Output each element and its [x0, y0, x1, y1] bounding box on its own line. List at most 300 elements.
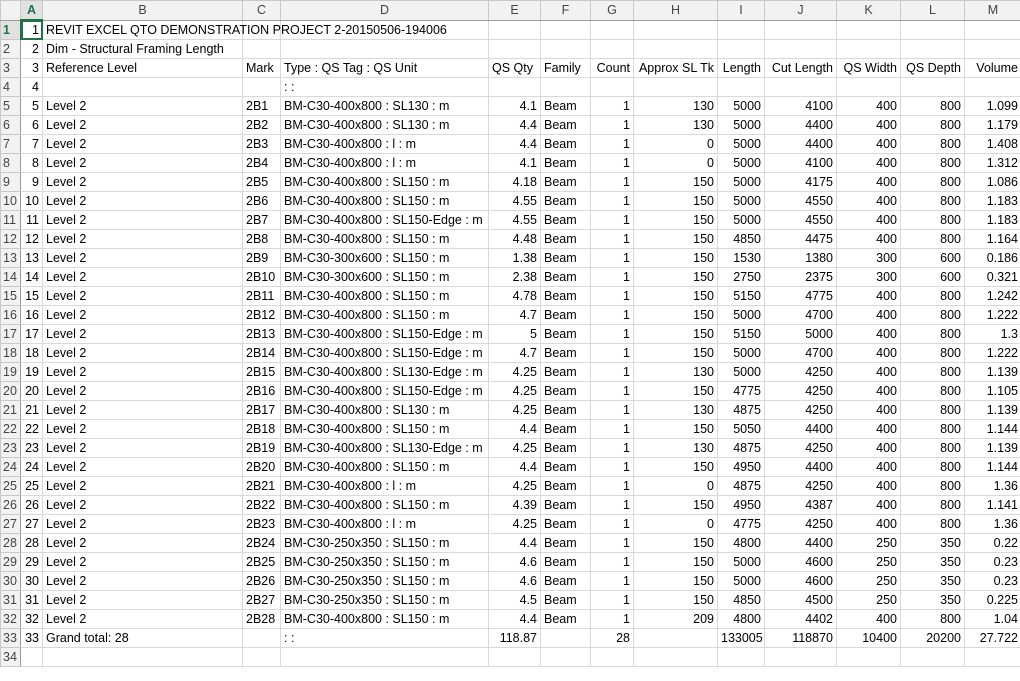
qs-width-cell[interactable]: [837, 401, 901, 420]
qs-width-cell[interactable]: [837, 306, 901, 325]
qs-qty-cell[interactable]: [489, 59, 541, 78]
reference-level-cell[interactable]: [43, 401, 243, 420]
reference-level-cell[interactable]: [43, 20, 447, 40]
length-cell[interactable]: [718, 572, 765, 591]
qs-depth-cell[interactable]: [901, 553, 965, 572]
qs-width-cell[interactable]: [837, 211, 901, 230]
qs-width-cell[interactable]: [837, 78, 901, 97]
count-cell[interactable]: [591, 515, 634, 534]
count-cell[interactable]: [591, 401, 634, 420]
volume-cell[interactable]: [965, 59, 1020, 78]
type-tag-cell[interactable]: [281, 306, 489, 325]
count-cell[interactable]: [591, 477, 634, 496]
cut-length-cell[interactable]: [765, 287, 837, 306]
cut-length-cell[interactable]: [765, 344, 837, 363]
approx-sl-tk-cell[interactable]: [634, 477, 718, 496]
row-number-cell[interactable]: [21, 458, 43, 477]
reference-level-cell[interactable]: [43, 629, 243, 648]
volume-cell[interactable]: [965, 591, 1020, 610]
approx-sl-tk-cell[interactable]: [634, 515, 718, 534]
family-cell[interactable]: [541, 154, 591, 173]
family-cell[interactable]: [541, 591, 591, 610]
mark-cell[interactable]: [243, 648, 281, 667]
family-cell[interactable]: [541, 78, 591, 97]
qs-qty-cell[interactable]: [489, 515, 541, 534]
qs-qty-cell[interactable]: [489, 249, 541, 268]
count-cell[interactable]: [591, 496, 634, 515]
reference-level-cell[interactable]: [43, 78, 243, 97]
qs-depth-cell[interactable]: [901, 135, 965, 154]
qs-depth-cell[interactable]: [901, 78, 965, 97]
count-cell[interactable]: [591, 116, 634, 135]
count-cell[interactable]: [591, 268, 634, 287]
cut-length-cell[interactable]: [765, 363, 837, 382]
qs-width-cell[interactable]: [837, 40, 901, 59]
qs-depth-cell[interactable]: [901, 401, 965, 420]
type-tag-cell[interactable]: [281, 458, 489, 477]
qs-depth-cell[interactable]: [901, 648, 965, 667]
reference-level-cell[interactable]: [43, 382, 243, 401]
type-tag-cell[interactable]: [281, 287, 489, 306]
row-header[interactable]: 18: [1, 344, 21, 363]
count-cell[interactable]: [591, 420, 634, 439]
row-number-cell[interactable]: [21, 648, 43, 667]
length-cell[interactable]: [718, 648, 765, 667]
qs-qty-cell[interactable]: [489, 135, 541, 154]
approx-sl-tk-cell[interactable]: [634, 97, 718, 116]
row-header[interactable]: 30: [1, 572, 21, 591]
qs-depth-cell[interactable]: [901, 629, 965, 648]
length-cell[interactable]: [718, 211, 765, 230]
qs-width-cell[interactable]: [837, 192, 901, 211]
row-header[interactable]: 19: [1, 363, 21, 382]
qs-qty-cell[interactable]: [489, 591, 541, 610]
volume-cell[interactable]: [965, 154, 1020, 173]
qs-width-cell[interactable]: [837, 20, 901, 40]
family-cell[interactable]: [541, 629, 591, 648]
cut-length-cell[interactable]: [765, 325, 837, 344]
type-tag-cell[interactable]: [281, 439, 489, 458]
mark-cell[interactable]: [243, 401, 281, 420]
reference-level-cell[interactable]: [43, 344, 243, 363]
count-cell[interactable]: [591, 325, 634, 344]
type-tag-cell[interactable]: [281, 249, 489, 268]
approx-sl-tk-cell[interactable]: [634, 553, 718, 572]
family-cell[interactable]: [541, 344, 591, 363]
mark-cell[interactable]: [243, 306, 281, 325]
mark-cell[interactable]: [243, 572, 281, 591]
length-cell[interactable]: [718, 249, 765, 268]
reference-level-cell[interactable]: [43, 591, 243, 610]
mark-cell[interactable]: [243, 268, 281, 287]
family-cell[interactable]: [541, 97, 591, 116]
volume-cell[interactable]: [965, 534, 1020, 553]
row-header[interactable]: 16: [1, 306, 21, 325]
row-header[interactable]: 28: [1, 534, 21, 553]
cut-length-cell[interactable]: [765, 553, 837, 572]
mark-cell[interactable]: [243, 192, 281, 211]
length-cell[interactable]: [718, 610, 765, 629]
row-header[interactable]: 10: [1, 192, 21, 211]
qs-depth-cell[interactable]: [901, 515, 965, 534]
qs-depth-cell[interactable]: [901, 173, 965, 192]
qs-qty-cell[interactable]: [489, 401, 541, 420]
qs-qty-cell[interactable]: [489, 230, 541, 249]
length-cell[interactable]: [718, 363, 765, 382]
volume-cell[interactable]: [965, 515, 1020, 534]
qs-depth-cell[interactable]: [901, 249, 965, 268]
qs-width-cell[interactable]: [837, 572, 901, 591]
volume-cell[interactable]: [965, 401, 1020, 420]
qs-width-cell[interactable]: [837, 591, 901, 610]
family-cell[interactable]: [541, 477, 591, 496]
approx-sl-tk-cell[interactable]: [634, 534, 718, 553]
qs-qty-cell[interactable]: [489, 211, 541, 230]
qs-qty-cell[interactable]: [489, 154, 541, 173]
row-number-cell[interactable]: [21, 306, 43, 325]
cut-length-cell[interactable]: [765, 420, 837, 439]
qs-width-cell[interactable]: [837, 135, 901, 154]
volume-cell[interactable]: [965, 382, 1020, 401]
qs-qty-cell[interactable]: [489, 192, 541, 211]
volume-cell[interactable]: [965, 230, 1020, 249]
mark-cell[interactable]: [243, 97, 281, 116]
reference-level-cell[interactable]: [43, 534, 243, 553]
approx-sl-tk-cell[interactable]: [634, 325, 718, 344]
approx-sl-tk-cell[interactable]: [634, 306, 718, 325]
count-cell[interactable]: [591, 344, 634, 363]
type-tag-cell[interactable]: [281, 629, 489, 648]
type-tag-cell[interactable]: [281, 59, 489, 78]
row-number-cell[interactable]: [21, 534, 43, 553]
qs-depth-cell[interactable]: [901, 534, 965, 553]
volume-cell[interactable]: [965, 211, 1020, 230]
qs-width-cell[interactable]: [837, 116, 901, 135]
approx-sl-tk-cell[interactable]: [634, 572, 718, 591]
mark-cell[interactable]: [243, 629, 281, 648]
family-cell[interactable]: [541, 268, 591, 287]
qs-qty-cell[interactable]: [489, 629, 541, 648]
row-number-cell[interactable]: [21, 610, 43, 629]
volume-cell[interactable]: [965, 287, 1020, 306]
row-number-cell[interactable]: [21, 572, 43, 591]
family-cell[interactable]: [541, 496, 591, 515]
qs-qty-cell[interactable]: [489, 363, 541, 382]
approx-sl-tk-cell[interactable]: [634, 154, 718, 173]
row-header[interactable]: 14: [1, 268, 21, 287]
qs-qty-cell[interactable]: [489, 306, 541, 325]
volume-cell[interactable]: [965, 268, 1020, 287]
type-tag-cell[interactable]: [281, 382, 489, 401]
reference-level-cell[interactable]: [43, 363, 243, 382]
volume-cell[interactable]: [965, 629, 1020, 648]
cut-length-cell[interactable]: [765, 534, 837, 553]
type-tag-cell[interactable]: [281, 553, 489, 572]
approx-sl-tk-cell[interactable]: [634, 78, 718, 97]
reference-level-cell[interactable]: [43, 154, 243, 173]
type-tag-cell[interactable]: [281, 610, 489, 629]
length-cell[interactable]: [718, 78, 765, 97]
row-header[interactable]: 3: [1, 59, 21, 78]
column-header[interactable]: J: [765, 1, 837, 21]
row-number-cell[interactable]: [21, 382, 43, 401]
reference-level-cell[interactable]: [43, 173, 243, 192]
length-cell[interactable]: [718, 515, 765, 534]
row-number-cell[interactable]: [21, 230, 43, 249]
row-number-cell[interactable]: [21, 496, 43, 515]
qs-qty-cell[interactable]: [489, 382, 541, 401]
count-cell[interactable]: [591, 173, 634, 192]
row-header[interactable]: 22: [1, 420, 21, 439]
qs-depth-cell[interactable]: [901, 477, 965, 496]
type-tag-cell[interactable]: [281, 268, 489, 287]
cut-length-cell[interactable]: [765, 477, 837, 496]
qs-width-cell[interactable]: [837, 515, 901, 534]
cut-length-cell[interactable]: [765, 458, 837, 477]
length-cell[interactable]: [718, 192, 765, 211]
cut-length-cell[interactable]: [765, 59, 837, 78]
row-header[interactable]: 27: [1, 515, 21, 534]
cut-length-cell[interactable]: [765, 610, 837, 629]
approx-sl-tk-cell[interactable]: [634, 249, 718, 268]
qs-qty-cell[interactable]: [489, 477, 541, 496]
qs-qty-cell[interactable]: [489, 420, 541, 439]
cut-length-cell[interactable]: [765, 97, 837, 116]
count-cell[interactable]: [591, 40, 634, 59]
column-header[interactable]: D: [281, 1, 489, 21]
cut-length-cell[interactable]: [765, 116, 837, 135]
qs-qty-cell[interactable]: [489, 173, 541, 192]
mark-cell[interactable]: [243, 211, 281, 230]
length-cell[interactable]: [718, 344, 765, 363]
qs-qty-cell[interactable]: [489, 648, 541, 667]
qs-width-cell[interactable]: [837, 629, 901, 648]
cut-length-cell[interactable]: [765, 591, 837, 610]
count-cell[interactable]: [591, 78, 634, 97]
qs-width-cell[interactable]: [837, 287, 901, 306]
reference-level-cell[interactable]: [43, 116, 243, 135]
family-cell[interactable]: [541, 249, 591, 268]
qs-qty-cell[interactable]: [489, 610, 541, 629]
column-header[interactable]: G: [591, 1, 634, 21]
mark-cell[interactable]: [243, 230, 281, 249]
count-cell[interactable]: [591, 211, 634, 230]
row-number-cell[interactable]: [21, 211, 43, 230]
qs-qty-cell[interactable]: [489, 439, 541, 458]
volume-cell[interactable]: [965, 249, 1020, 268]
qs-depth-cell[interactable]: [901, 59, 965, 78]
reference-level-cell[interactable]: [43, 287, 243, 306]
volume-cell[interactable]: [965, 363, 1020, 382]
type-tag-cell[interactable]: [281, 648, 489, 667]
reference-level-cell[interactable]: [43, 572, 243, 591]
cut-length-cell[interactable]: [765, 78, 837, 97]
qs-depth-cell[interactable]: [901, 192, 965, 211]
qs-width-cell[interactable]: [837, 553, 901, 572]
column-header[interactable]: H: [634, 1, 718, 21]
qs-qty-cell[interactable]: [489, 553, 541, 572]
family-cell[interactable]: [541, 363, 591, 382]
type-tag-cell[interactable]: [281, 591, 489, 610]
row-header[interactable]: 34: [1, 648, 21, 667]
reference-level-cell[interactable]: [43, 249, 243, 268]
type-tag-cell[interactable]: [281, 363, 489, 382]
row-number-cell[interactable]: [21, 515, 43, 534]
row-number-cell[interactable]: [21, 40, 43, 59]
length-cell[interactable]: [718, 325, 765, 344]
qs-qty-cell[interactable]: [489, 287, 541, 306]
column-header[interactable]: E: [489, 1, 541, 21]
volume-cell[interactable]: [965, 78, 1020, 97]
qs-qty-cell[interactable]: [489, 40, 541, 59]
mark-cell[interactable]: [243, 382, 281, 401]
qs-depth-cell[interactable]: [901, 230, 965, 249]
mark-cell[interactable]: [243, 287, 281, 306]
family-cell[interactable]: [541, 116, 591, 135]
reference-level-cell[interactable]: [43, 97, 243, 116]
count-cell[interactable]: [591, 458, 634, 477]
qs-qty-cell[interactable]: [489, 496, 541, 515]
family-cell[interactable]: [541, 610, 591, 629]
reference-level-cell[interactable]: [43, 306, 243, 325]
mark-cell[interactable]: [243, 553, 281, 572]
volume-cell[interactable]: [965, 458, 1020, 477]
row-header[interactable]: 8: [1, 154, 21, 173]
family-cell[interactable]: [541, 420, 591, 439]
volume-cell[interactable]: [965, 496, 1020, 515]
type-tag-cell[interactable]: [281, 116, 489, 135]
qs-width-cell[interactable]: [837, 249, 901, 268]
family-cell[interactable]: [541, 287, 591, 306]
row-number-cell[interactable]: [21, 344, 43, 363]
family-cell[interactable]: [541, 59, 591, 78]
mark-cell[interactable]: [243, 439, 281, 458]
qs-width-cell[interactable]: [837, 534, 901, 553]
family-cell[interactable]: [541, 553, 591, 572]
length-cell[interactable]: [718, 458, 765, 477]
row-number-cell[interactable]: [21, 97, 43, 116]
qs-width-cell[interactable]: [837, 610, 901, 629]
qs-depth-cell[interactable]: [901, 420, 965, 439]
approx-sl-tk-cell[interactable]: [634, 591, 718, 610]
family-cell[interactable]: [541, 135, 591, 154]
family-cell[interactable]: [541, 648, 591, 667]
qs-depth-cell[interactable]: [901, 572, 965, 591]
row-number-cell[interactable]: [21, 20, 43, 40]
length-cell[interactable]: [718, 97, 765, 116]
qs-depth-cell[interactable]: [901, 382, 965, 401]
family-cell[interactable]: [541, 325, 591, 344]
column-header[interactable]: I: [718, 1, 765, 21]
volume-cell[interactable]: [965, 477, 1020, 496]
length-cell[interactable]: [718, 20, 765, 40]
mark-cell[interactable]: [243, 458, 281, 477]
count-cell[interactable]: [591, 20, 634, 40]
row-number-cell[interactable]: [21, 477, 43, 496]
reference-level-cell[interactable]: [43, 420, 243, 439]
length-cell[interactable]: [718, 439, 765, 458]
type-tag-cell[interactable]: [281, 78, 489, 97]
volume-cell[interactable]: [965, 135, 1020, 154]
mark-cell[interactable]: [243, 610, 281, 629]
cut-length-cell[interactable]: [765, 192, 837, 211]
mark-cell[interactable]: [243, 135, 281, 154]
cut-length-cell[interactable]: [765, 629, 837, 648]
mark-cell[interactable]: [243, 496, 281, 515]
mark-cell[interactable]: [243, 173, 281, 192]
type-tag-cell[interactable]: [281, 401, 489, 420]
length-cell[interactable]: [718, 629, 765, 648]
type-tag-cell[interactable]: [281, 572, 489, 591]
qs-width-cell[interactable]: [837, 344, 901, 363]
type-tag-cell[interactable]: [281, 534, 489, 553]
length-cell[interactable]: [718, 40, 765, 59]
type-tag-cell[interactable]: [281, 420, 489, 439]
row-header[interactable]: 20: [1, 382, 21, 401]
cut-length-cell[interactable]: [765, 439, 837, 458]
length-cell[interactable]: [718, 534, 765, 553]
row-number-cell[interactable]: [21, 116, 43, 135]
family-cell[interactable]: [541, 192, 591, 211]
qs-depth-cell[interactable]: [901, 268, 965, 287]
mark-cell[interactable]: [243, 78, 281, 97]
volume-cell[interactable]: [965, 116, 1020, 135]
qs-depth-cell[interactable]: [901, 97, 965, 116]
column-header[interactable]: A: [21, 1, 43, 21]
approx-sl-tk-cell[interactable]: [634, 40, 718, 59]
count-cell[interactable]: [591, 59, 634, 78]
length-cell[interactable]: [718, 401, 765, 420]
volume-cell[interactable]: [965, 20, 1020, 40]
approx-sl-tk-cell[interactable]: [634, 496, 718, 515]
type-tag-cell[interactable]: [281, 344, 489, 363]
family-cell[interactable]: [541, 40, 591, 59]
row-number-cell[interactable]: [21, 249, 43, 268]
approx-sl-tk-cell[interactable]: [634, 192, 718, 211]
column-header[interactable]: M: [965, 1, 1020, 21]
qs-width-cell[interactable]: [837, 154, 901, 173]
reference-level-cell[interactable]: [43, 59, 243, 78]
row-header[interactable]: 23: [1, 439, 21, 458]
qs-depth-cell[interactable]: [901, 325, 965, 344]
qs-depth-cell[interactable]: [901, 211, 965, 230]
type-tag-cell[interactable]: [281, 230, 489, 249]
row-header[interactable]: 13: [1, 249, 21, 268]
reference-level-cell[interactable]: [43, 268, 243, 287]
type-tag-cell[interactable]: [281, 97, 489, 116]
row-number-cell[interactable]: [21, 59, 43, 78]
length-cell[interactable]: [718, 154, 765, 173]
reference-level-cell[interactable]: [43, 192, 243, 211]
approx-sl-tk-cell[interactable]: [634, 268, 718, 287]
length-cell[interactable]: [718, 306, 765, 325]
row-header[interactable]: 15: [1, 287, 21, 306]
length-cell[interactable]: [718, 496, 765, 515]
length-cell[interactable]: [718, 287, 765, 306]
volume-cell[interactable]: [965, 173, 1020, 192]
qs-width-cell[interactable]: [837, 458, 901, 477]
count-cell[interactable]: [591, 382, 634, 401]
row-header[interactable]: 31: [1, 591, 21, 610]
qs-depth-cell[interactable]: [901, 116, 965, 135]
row-header[interactable]: 26: [1, 496, 21, 515]
qs-depth-cell[interactable]: [901, 344, 965, 363]
qs-width-cell[interactable]: [837, 648, 901, 667]
qs-depth-cell[interactable]: [901, 40, 965, 59]
qs-width-cell[interactable]: [837, 363, 901, 382]
cut-length-cell[interactable]: [765, 382, 837, 401]
row-number-cell[interactable]: [21, 629, 43, 648]
